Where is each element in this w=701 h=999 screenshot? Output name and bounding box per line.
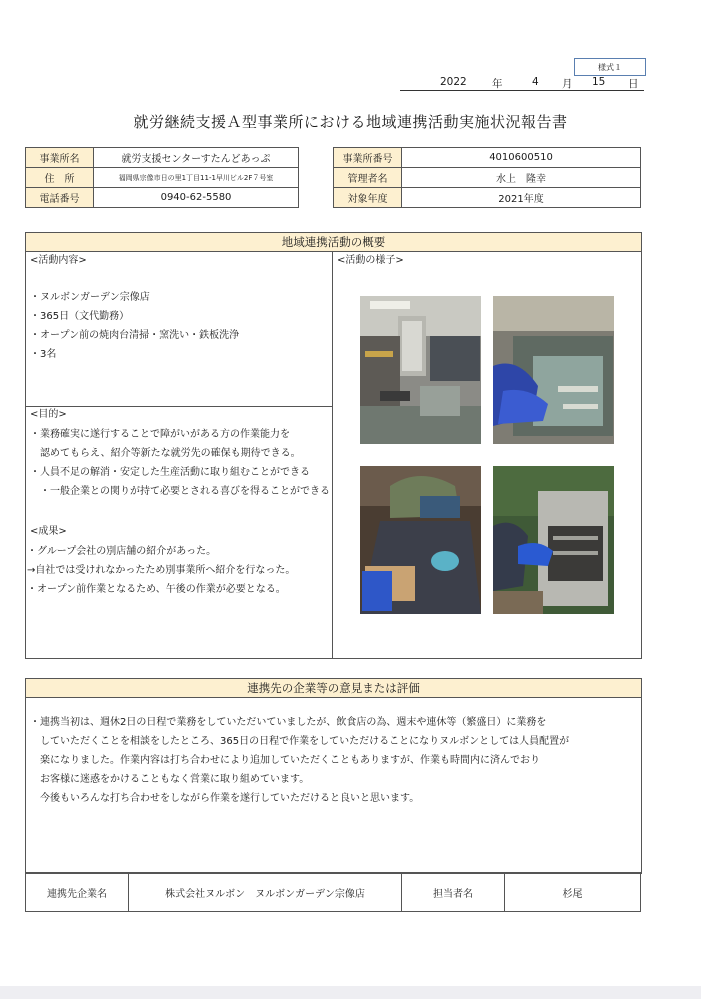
content-item: ・ヌルボンガーデン宗像店 (30, 292, 150, 303)
purpose-item: 認めてもらえ、紹介等新たな就労先の確保も期待できる。 (30, 448, 301, 459)
purpose-item: ・一般企業との関りが持て必要とされる喜びを得ることができる (30, 486, 330, 497)
content-item: ・365日（文代勤務） (30, 311, 130, 322)
result-item: →自社では受けれなかったため別事業所へ紹介を行なった。 (27, 565, 296, 576)
kitchen-photo (360, 296, 481, 444)
result-label: <成果> (30, 526, 67, 537)
purpose-list (30, 425, 330, 501)
purpose-item: ・人員不足の解消・安定した生産活動に取り組むことができる (30, 467, 310, 478)
result-list (27, 542, 295, 599)
result-item: ・グループ会社の別店舗の紹介があった。 (27, 546, 217, 557)
address-value: 福岡県宗像市日の里1丁目11-1早川ビル2F７号室 (94, 168, 299, 188)
date-month-unit: 月 (562, 78, 573, 90)
date-month: 4 (532, 76, 539, 88)
evaluation-line: 楽になりました。作業内容は打ち合わせにより追加していただくこともありますが、作業も時間内に済んでおり (30, 755, 540, 766)
date-year-unit: 年 (492, 78, 503, 90)
content-label: <活動内容> (30, 255, 87, 266)
purpose-item: ・業務確実に遂行することで障がいがある方の作業能力を (30, 429, 290, 440)
office-name-label: 事業所名 (26, 148, 94, 168)
result-item: ・オープン前作業となるため、午後の作業が必要となる。 (27, 584, 286, 595)
partner-company-label: 連携先企業名 (26, 873, 129, 912)
office-number-value: 4010600510 (402, 148, 641, 168)
content-list (30, 288, 239, 364)
worker-photo (360, 466, 481, 614)
photos-label: <活動の様子> (337, 255, 404, 266)
office-detail-table (333, 147, 641, 208)
target-year-label: 対象年度 (334, 188, 402, 208)
evaluation-line: ・連携当初は、週休2日の日程で業務をしていただいていましたが、飲食店の為、週末や連休等（繁盛日）に業務を (30, 717, 547, 728)
column-divider (332, 251, 333, 658)
content-item: ・3名 (30, 349, 57, 360)
phone-value: 0940-62-5580 (94, 188, 299, 208)
partner-signature-table (25, 872, 641, 912)
office-info-table (25, 147, 299, 208)
phone-label: 電話番号 (26, 188, 94, 208)
date-year: 2022 (440, 76, 467, 88)
date-day: 15 (592, 76, 606, 88)
form-number-tag: 様式１ (574, 58, 646, 76)
partner-company-value: 株式会社ヌルボン ヌルボンガーデン宗像店 (129, 873, 402, 912)
page-title: 就労継続支援Ａ型事業所における地域連携活動実施状況報告書 (133, 113, 568, 131)
row-divider (25, 406, 333, 407)
report-date (400, 75, 644, 91)
purpose-label: <目的> (30, 409, 67, 420)
address-label: 住 所 (26, 168, 94, 188)
washing-photo (493, 296, 614, 444)
manager-label: 管理者名 (334, 168, 402, 188)
manager-value: 水上 隆幸 (402, 168, 641, 188)
bottom-band (0, 986, 701, 999)
evaluation-heading: 連携先の企業等の意見または評価 (25, 678, 642, 698)
evaluation-text (30, 713, 569, 808)
evaluation-line: お客様に迷惑をかけることもなく営業に取り組めています。 (30, 774, 310, 785)
evaluation-line: 今後もいろんな打ち合わせをしながら作業を遂行していただけると良いと思います。 (30, 793, 420, 804)
office-number-label: 事業所番号 (334, 148, 402, 168)
evaluation-line: していただくことを相談をしたところ、365日の日程で作業をしていただけることになりヌルボンとしては人員配置が (30, 736, 570, 747)
date-day-unit: 日 (628, 78, 639, 90)
contact-person-value: 杉尾 (505, 873, 641, 912)
activity-overview-heading: 地域連携活動の概要 (25, 232, 642, 252)
contact-person-label: 担当者名 (402, 873, 505, 912)
office-name-value: 就労支援センターすたんどあっぷ (94, 148, 299, 168)
grill-cleaning-photo (493, 466, 614, 614)
target-year-value: 2021年度 (402, 188, 641, 208)
content-item: ・オープン前の焼肉台清掃・窯洗い・鉄板洗浄 (30, 330, 240, 341)
